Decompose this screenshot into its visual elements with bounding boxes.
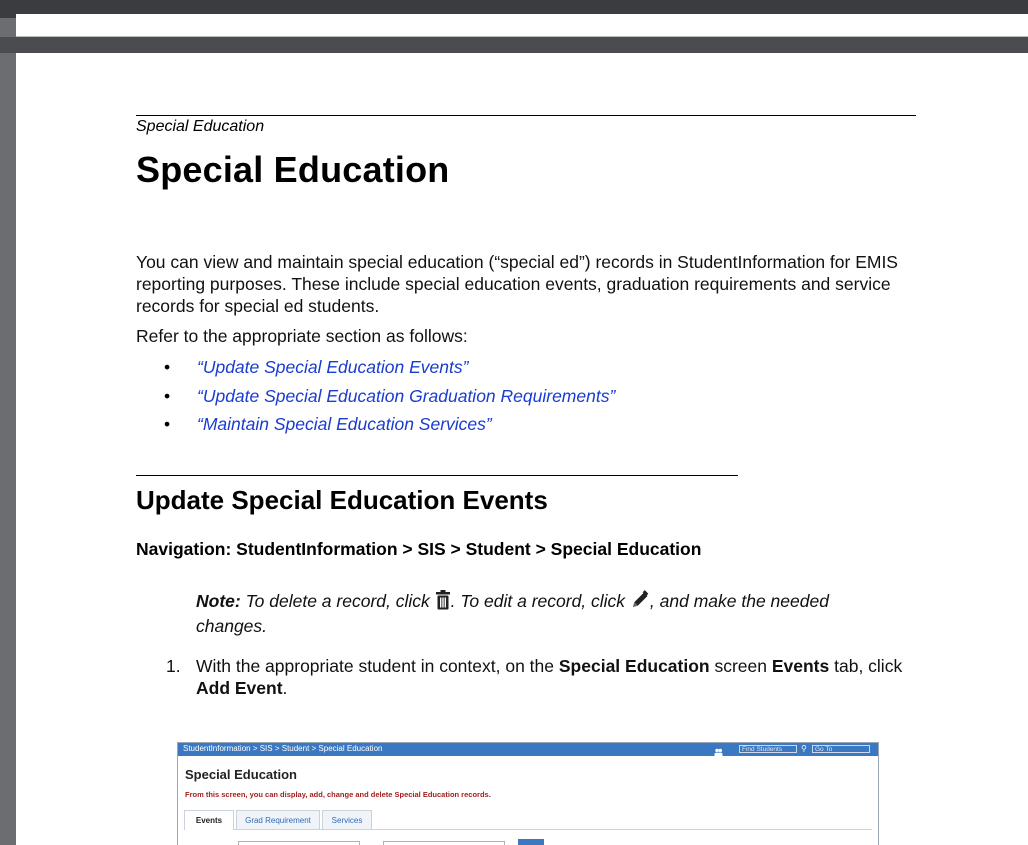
- link-update-grad-requirements[interactable]: “Update Special Education Graduation Requirements”: [197, 385, 616, 406]
- section-rule: [136, 475, 738, 476]
- screenshot-field: [383, 841, 505, 845]
- step-number: 1.: [166, 656, 181, 676]
- navigation-path: Navigation: StudentInformation > SIS > Student > Special Education: [136, 539, 702, 559]
- people-icon: [714, 744, 723, 753]
- embedded-screenshot: [177, 742, 879, 845]
- screenshot-tab-events: Events: [184, 810, 234, 830]
- step-text-3: tab, click: [829, 656, 903, 676]
- screenshot-breadcrumb: StudentInformation > SIS > Student > Special Education: [183, 744, 383, 753]
- screenshot-title-bar: [178, 743, 878, 756]
- page-gap: [0, 37, 1028, 53]
- link-maintain-services[interactable]: “Maintain Special Education Services”: [197, 414, 492, 434]
- trash-icon: [435, 590, 451, 615]
- screenshot-tab-grad-requirement: Grad Requirement: [236, 810, 320, 829]
- running-header: Special Education: [136, 118, 265, 135]
- note-paragraph: [196, 590, 836, 637]
- refer-paragraph: Refer to the appropriate section as follows:: [136, 326, 468, 346]
- document-page: [16, 53, 1028, 845]
- link-update-events[interactable]: “Update Special Education Events”: [197, 357, 469, 377]
- screenshot-page-title: Special Education: [185, 767, 297, 782]
- bullet: •: [164, 414, 171, 434]
- screenshot-find-students: Find Students: [739, 745, 797, 753]
- step-text-2: screen: [709, 656, 772, 676]
- search-icon: ⚲: [801, 744, 807, 753]
- note-label: Note:: [196, 591, 241, 611]
- section-title: Update Special Education Events: [136, 485, 548, 515]
- previous-page: [16, 14, 1028, 37]
- bullet: •: [164, 357, 171, 377]
- bullet: •: [164, 385, 171, 406]
- screenshot-tab-services: Services: [322, 810, 372, 829]
- note-text-3: , and make the needed changes.: [196, 591, 829, 636]
- note-text-2: . To edit a record, click: [450, 591, 630, 611]
- header-rule: [136, 115, 916, 116]
- screenshot-tabs: [184, 807, 872, 830]
- pencil-icon: [630, 590, 650, 615]
- screenshot-go-to: Go To: [812, 745, 870, 753]
- step-bold-tab: Events: [771, 656, 830, 676]
- screenshot-field: [238, 841, 360, 845]
- step-text: [196, 655, 916, 699]
- step-text-1: With the appropriate student in context, on the: [196, 656, 559, 676]
- step-bold-screen: Special Education: [558, 656, 710, 676]
- page-title: Special Education: [136, 149, 450, 190]
- step-text-4: .: [282, 678, 288, 698]
- screenshot-button: [518, 839, 544, 845]
- intro-paragraph: You can view and maintain special education (“special ed”) records in StudentInformation for EMIS reporting purposes. These include special education events, graduation requirements and service records for special ed students.: [136, 252, 898, 316]
- note-text-1: To delete a record, click: [240, 591, 435, 611]
- screenshot-description: From this screen, you can display, add, change and delete Special Education records.: [185, 790, 491, 799]
- step-bold-action: Add Event: [196, 678, 283, 698]
